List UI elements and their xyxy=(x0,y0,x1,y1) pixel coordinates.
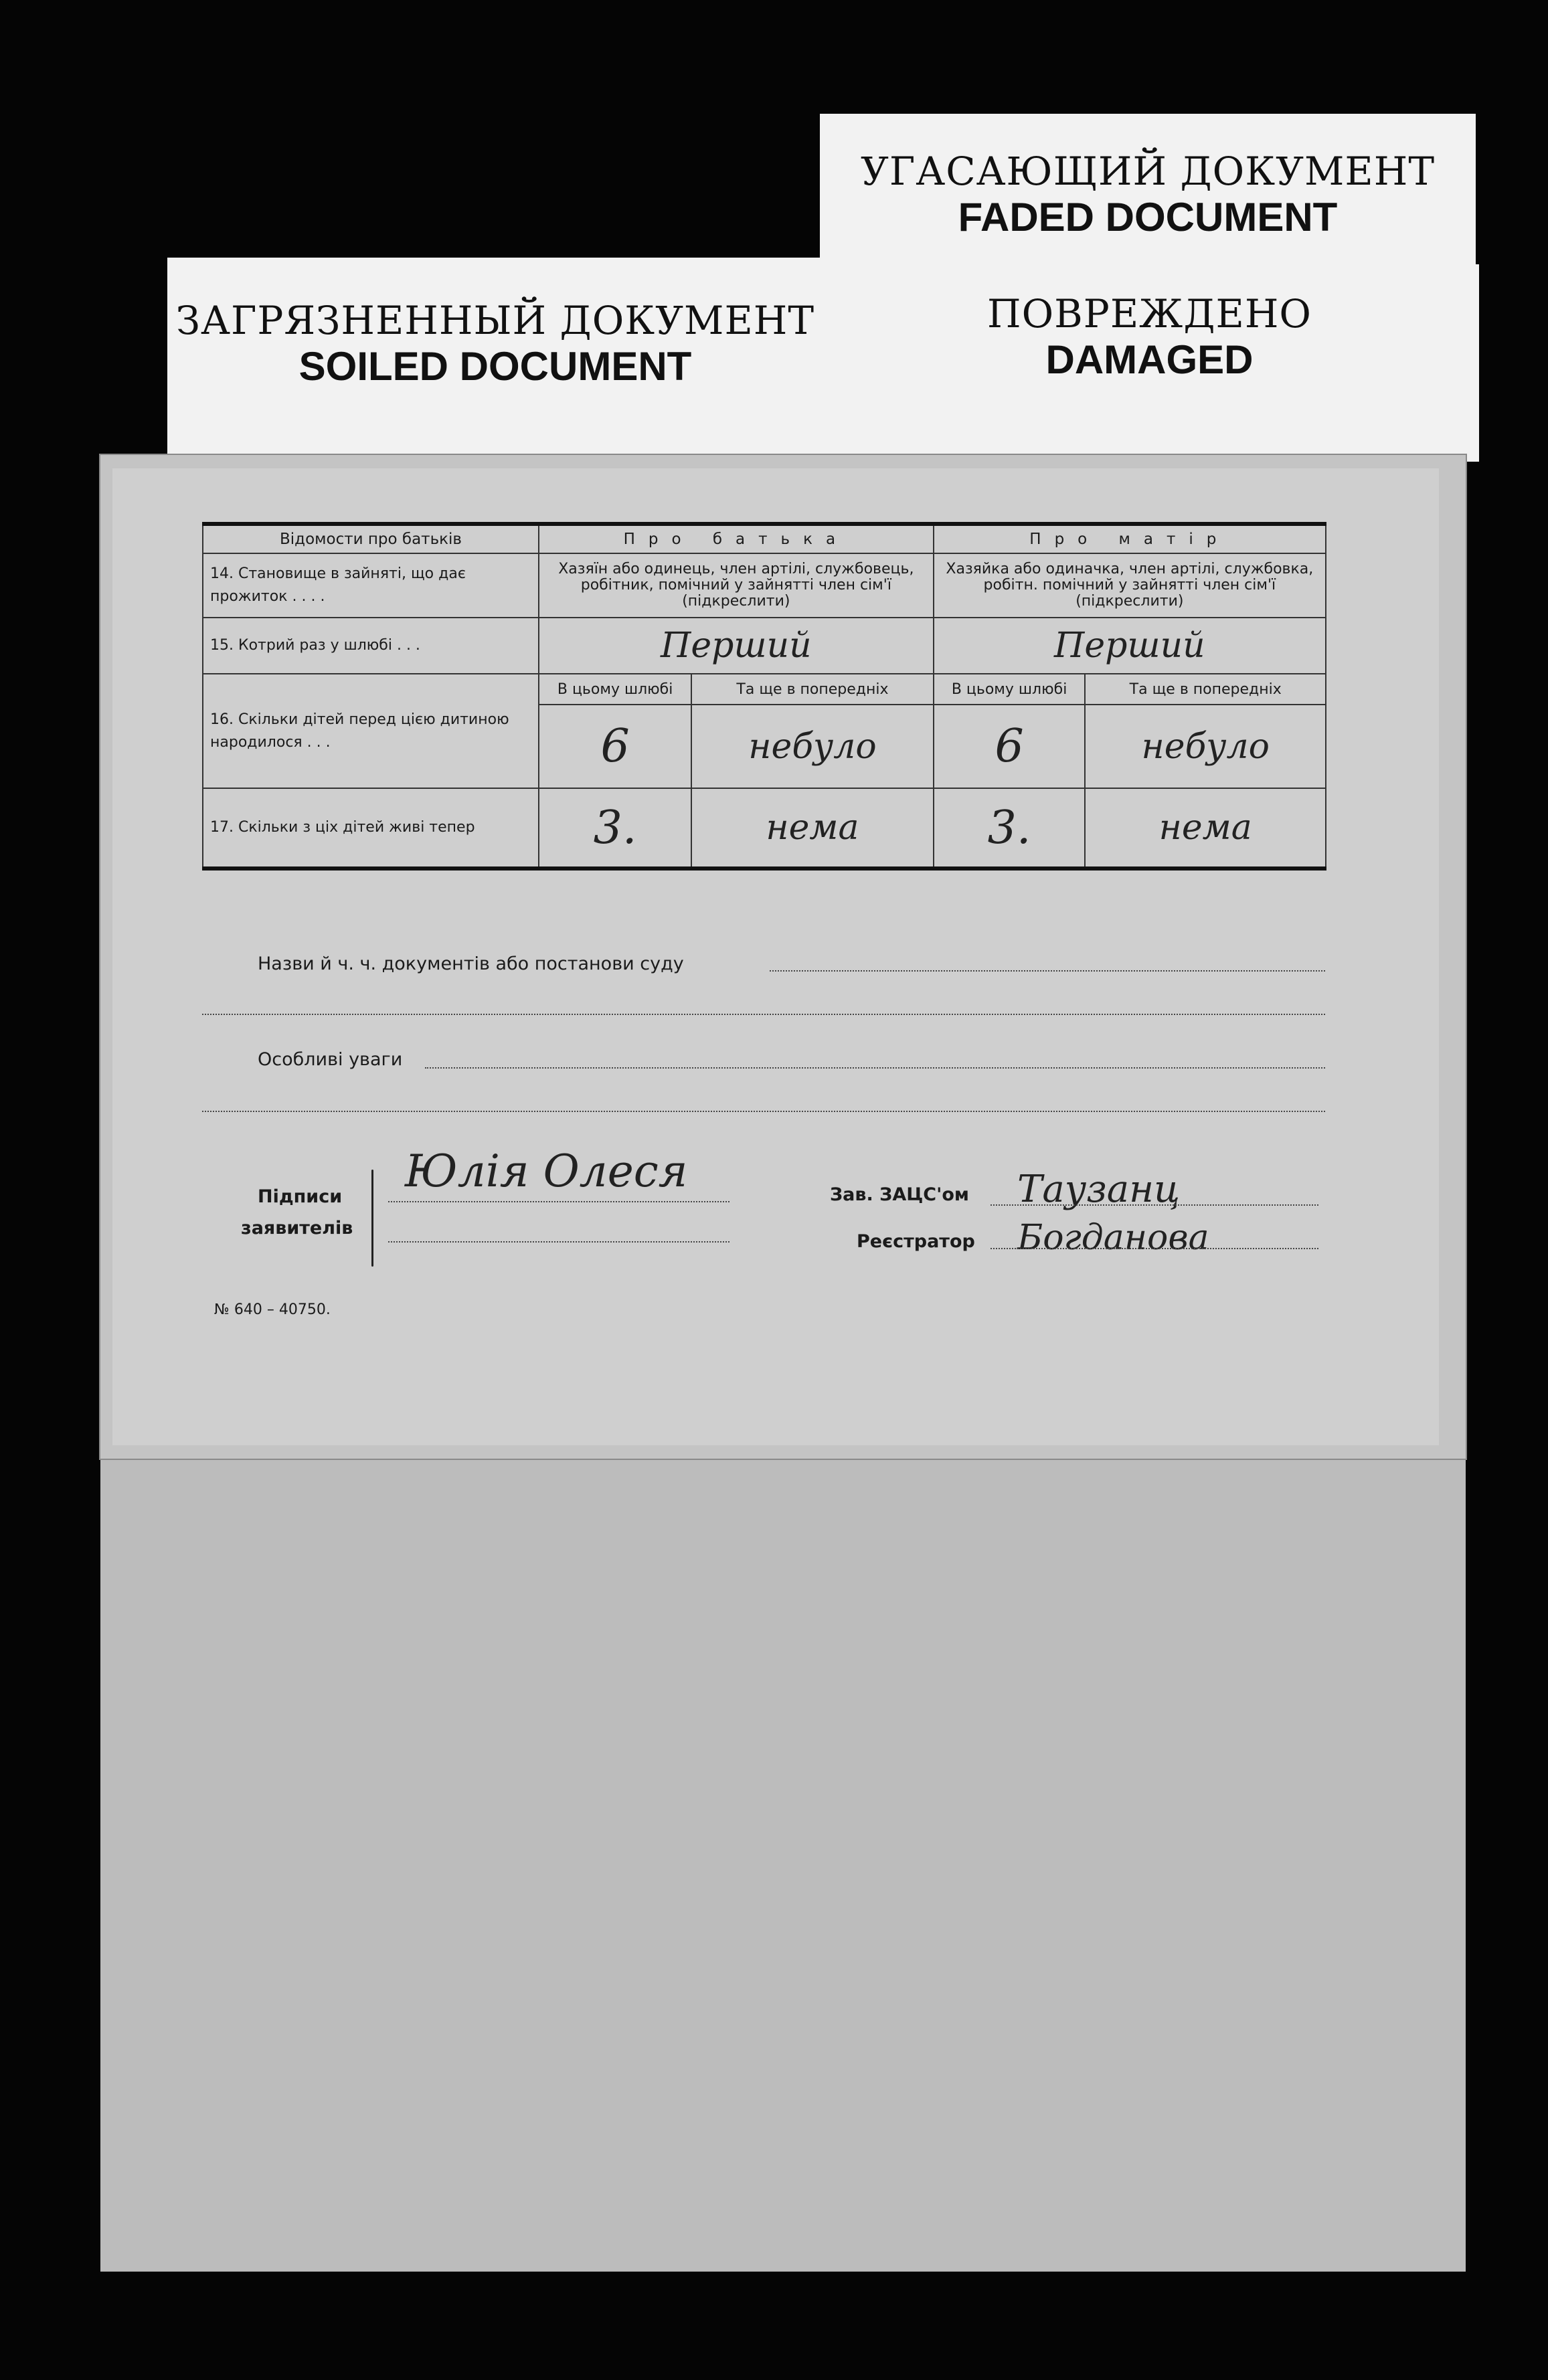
damaged-document-label xyxy=(820,264,1479,462)
damaged-label-en: DAMAGED xyxy=(1045,337,1254,382)
head-line xyxy=(991,1204,1318,1206)
registrar-label: Реєстратор xyxy=(857,1231,975,1252)
head-signature: Таузанц xyxy=(1017,1168,1181,1211)
faded-label-ru: УГАСАЮЩИЙ ДОКУМЕНТ xyxy=(860,149,1436,194)
soiled-label-en: SOILED DOCUMENT xyxy=(298,344,692,389)
registrar-line xyxy=(991,1248,1318,1249)
header-father: Про батька xyxy=(539,524,934,553)
soiled-label-ru: ЗАГРЯЗНЕННЫЙ ДОКУМЕНТ xyxy=(175,298,815,343)
row16-mother-prev: небуло xyxy=(1085,705,1326,788)
row17-mother-this: 3. xyxy=(934,788,1086,868)
signatures-brace xyxy=(371,1170,373,1267)
header-parents: Відомости про батьків xyxy=(203,524,539,553)
row15-label: 15. Котрий раз у шлюбі . . . xyxy=(203,618,539,674)
row14-father: Хазяїн або одинець, член артілі, службовець, робітник, помічний у зайнятті член сім'ї (підкреслити) xyxy=(539,553,934,618)
signature-line-1 xyxy=(388,1201,729,1202)
row16-mother-this: 6 xyxy=(934,705,1086,788)
form-number: № 640 – 40750. xyxy=(214,1301,331,1318)
sub-father-prev: Та ще в попередніх xyxy=(691,674,933,705)
notes-line-2 xyxy=(202,1111,1325,1112)
signature-line-2 xyxy=(388,1241,729,1243)
documents-line-2 xyxy=(202,1014,1325,1015)
sub-mother-prev: Та ще в попередніх xyxy=(1085,674,1326,705)
signatures-label-1: Підписи xyxy=(258,1186,343,1207)
row17-father-this: 3. xyxy=(539,788,691,868)
parents-table-section xyxy=(202,522,1326,871)
row15-father: Перший xyxy=(539,618,934,674)
signatures-label-2: заявителів xyxy=(241,1218,353,1239)
parents-table xyxy=(202,522,1326,871)
row17-father-prev: нема xyxy=(691,788,933,868)
row16-father-prev: небуло xyxy=(691,705,933,788)
row17-mother-prev: нема xyxy=(1085,788,1326,868)
notes-line-1 xyxy=(425,1067,1325,1069)
documents-label: Назви й ч. ч. документів або постанови суду xyxy=(258,953,684,974)
header-mother: Про матір xyxy=(934,524,1326,553)
sub-father-this: В цьому шлюбі xyxy=(539,674,691,705)
row15-mother: Перший xyxy=(934,618,1326,674)
faded-label-en: FADED DOCUMENT xyxy=(958,195,1338,240)
damaged-label-ru: ПОВРЕЖДЕНО xyxy=(987,291,1312,337)
backing-board xyxy=(100,1372,1466,2272)
notes-label: Особливі уваги xyxy=(258,1049,403,1070)
sub-mother-this: В цьому шлюбі xyxy=(934,674,1086,705)
row14-mother: Хазяйка або одиначка, член артілі, службовка, робітн. помічний у зайнятті член сім'ї (підкреслити) xyxy=(934,553,1326,618)
row16-father-this: 6 xyxy=(539,705,691,788)
head-label: Зав. ЗАЦС'ом xyxy=(830,1184,969,1205)
row14-label: 14. Становище в зайняті, що дає прожиток . . . . xyxy=(203,553,539,618)
row16-label: 16. Скільки дітей перед цією дитиною народилося . . . xyxy=(203,674,539,788)
applicant-signature: Юлія Олеся xyxy=(405,1146,688,1197)
row17-label: 17. Скільки з ціх дітей живі тепер xyxy=(203,788,539,868)
documents-line-1 xyxy=(770,970,1325,972)
soiled-document-label xyxy=(167,258,823,458)
registrar-signature: Богданова xyxy=(1017,1218,1209,1258)
